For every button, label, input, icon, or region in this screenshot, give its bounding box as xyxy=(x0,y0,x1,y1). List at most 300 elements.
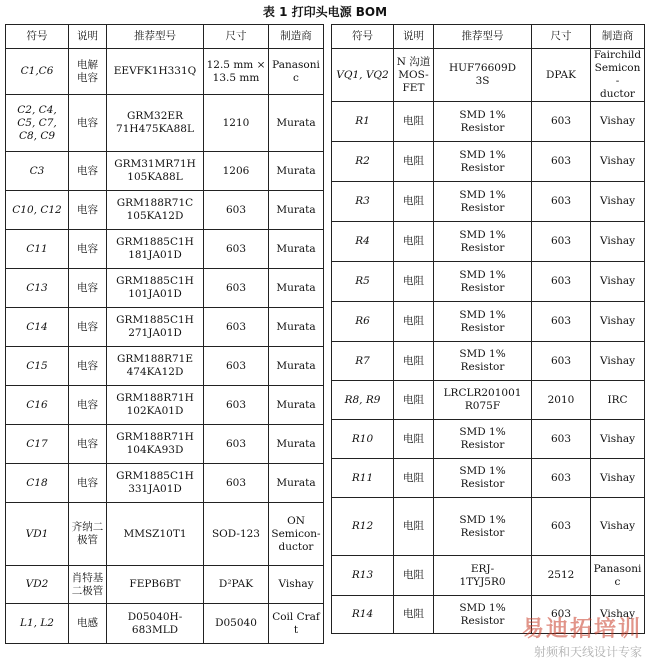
cell-line: Panasonic xyxy=(593,562,642,588)
cell-line: Fairchild xyxy=(593,49,642,61)
ref-cell xyxy=(6,464,69,503)
cell-line: 3S xyxy=(475,75,490,87)
cell-line: 474KA12D xyxy=(126,366,184,378)
cell-line: 电容 xyxy=(77,398,98,411)
cell-line: GRM1885C1H xyxy=(116,314,194,326)
cell-line: 105KA88L xyxy=(127,171,183,183)
cell-line: R8, R9 xyxy=(344,393,381,406)
size-cell xyxy=(204,191,269,230)
cell-line: 603 xyxy=(550,275,572,287)
part-number-cell xyxy=(434,556,532,596)
cell-line: 电容 xyxy=(77,203,98,216)
cell-line: 603 xyxy=(550,115,572,127)
cell-line: Resistor xyxy=(460,361,505,373)
size-cell xyxy=(204,566,269,604)
size-cell xyxy=(204,464,269,503)
cell-line: R14 xyxy=(351,608,374,620)
cell-line: C3 xyxy=(29,164,45,177)
ref-cell xyxy=(6,503,69,566)
cell-line: 电感 xyxy=(77,617,98,629)
table-row xyxy=(6,503,324,566)
col-header-description: 说明 xyxy=(69,25,107,49)
cell-line: 齐纳二 xyxy=(71,521,104,533)
part-number-cell xyxy=(434,142,532,182)
cell-line: Murata xyxy=(276,281,316,294)
ref-cell xyxy=(332,102,394,142)
cell-line: C17 xyxy=(26,437,48,450)
table-row xyxy=(6,308,324,347)
ref-cell xyxy=(6,308,69,347)
desc-cell xyxy=(394,182,434,222)
cell-line: 电解 xyxy=(77,58,98,71)
ref-cell xyxy=(332,262,394,302)
table-row xyxy=(6,49,324,95)
table-row xyxy=(332,262,645,302)
manufacturer-cell xyxy=(591,262,645,302)
cell-line: SOD-123 xyxy=(211,527,260,540)
size-cell xyxy=(204,95,269,152)
cell-line: 电阻 xyxy=(403,608,424,620)
ref-cell xyxy=(332,222,394,262)
cell-line: Vishay xyxy=(599,155,636,167)
desc-cell xyxy=(69,347,107,386)
cell-line: 极管 xyxy=(77,534,98,546)
part-number-cell xyxy=(107,191,204,230)
manufacturer-cell xyxy=(269,425,324,464)
size-cell xyxy=(532,182,591,222)
cell-line: R13 xyxy=(351,569,374,581)
desc-cell xyxy=(69,95,107,152)
cell-line: SMD 1% xyxy=(459,188,506,201)
cell-line: Vishay xyxy=(599,432,636,445)
cell-line: Coil Craft xyxy=(272,610,320,636)
cell-line: FET xyxy=(402,81,425,94)
cell-line: C15 xyxy=(26,359,48,372)
cell-line: R2 xyxy=(355,155,370,167)
cell-line: Vishay xyxy=(599,608,636,620)
size-cell xyxy=(532,342,591,381)
desc-cell xyxy=(394,596,434,634)
cell-line: R4 xyxy=(355,235,370,247)
cell-line: 603 xyxy=(225,242,247,255)
cell-line: Resistor xyxy=(460,526,505,539)
part-number-cell xyxy=(107,49,204,95)
cell-line: R11 xyxy=(351,471,374,484)
table-row xyxy=(332,142,645,182)
cell-line: Vishay xyxy=(599,115,636,127)
part-number-cell xyxy=(107,308,204,347)
size-cell xyxy=(532,420,591,459)
table-row xyxy=(332,381,645,420)
cell-line: Resistor xyxy=(460,121,505,134)
cell-line: Vishay xyxy=(599,354,636,367)
cell-line: Vishay xyxy=(599,315,636,327)
cell-line: Murata xyxy=(276,116,316,129)
part-number-cell xyxy=(434,222,532,262)
table-row xyxy=(332,420,645,459)
cell-line: N 沟道 xyxy=(396,55,431,68)
cell-line: Vishay xyxy=(599,195,636,207)
manufacturer-cell xyxy=(591,459,645,498)
cell-line: SMD 1% xyxy=(459,228,506,241)
col-header-symbol: 符号 xyxy=(332,25,394,49)
cell-line: 电阻 xyxy=(403,354,424,367)
cell-line: 603 xyxy=(550,235,572,247)
cell-line: Murata xyxy=(276,437,316,450)
cell-line: 2512 xyxy=(547,569,575,581)
cell-line: 电阻 xyxy=(403,432,424,445)
cell-line: 电阻 xyxy=(403,235,424,247)
cell-line: C5, C7, xyxy=(17,116,57,129)
cell-line: C2, C4, xyxy=(17,103,57,116)
cell-line: Murata xyxy=(276,398,316,411)
desc-cell xyxy=(394,102,434,142)
ref-cell xyxy=(332,381,394,420)
part-number-cell xyxy=(107,566,204,604)
cell-line: C14 xyxy=(26,320,48,333)
cell-line: Vishay xyxy=(599,520,636,532)
cell-line: Resistor xyxy=(460,478,505,490)
cell-line: 603 xyxy=(225,281,247,294)
table-row xyxy=(332,102,645,142)
part-number-cell xyxy=(107,95,204,152)
desc-cell xyxy=(394,381,434,420)
cell-line: SMD 1% xyxy=(459,465,506,477)
size-cell xyxy=(532,49,591,102)
part-number-cell xyxy=(107,230,204,269)
manufacturer-cell xyxy=(269,269,324,308)
size-cell xyxy=(204,386,269,425)
cell-line: 电容 xyxy=(77,164,98,177)
part-number-cell xyxy=(107,425,204,464)
cell-line: IRC xyxy=(607,393,628,406)
desc-cell xyxy=(394,49,434,102)
cell-line: C10, C12 xyxy=(12,203,62,216)
desc-cell xyxy=(394,556,434,596)
cell-line: 102KA01D xyxy=(126,405,184,417)
cell-line: 二极管 xyxy=(71,584,104,597)
cell-line: 1210 xyxy=(222,116,250,129)
ref-cell xyxy=(332,596,394,634)
desc-cell xyxy=(69,425,107,464)
cell-line: GRM188R71H xyxy=(116,392,194,404)
cell-line: Resistor xyxy=(460,281,505,294)
cell-line: 电容 xyxy=(77,359,98,372)
cell-line: 101JA01D xyxy=(128,288,182,300)
cell-line: R075F xyxy=(464,400,501,412)
cell-line: 电容 xyxy=(77,281,98,294)
col-header-size: 尺寸 xyxy=(204,25,269,49)
desc-cell xyxy=(69,503,107,566)
desc-cell xyxy=(394,142,434,182)
table-row xyxy=(332,302,645,342)
table-body xyxy=(6,49,324,644)
ref-cell xyxy=(332,498,394,556)
cell-line: SMD 1% xyxy=(459,108,506,121)
table-row xyxy=(6,230,324,269)
manufacturer-cell xyxy=(591,102,645,142)
col-header-part-number: 推荐型号 xyxy=(107,25,204,49)
desc-cell xyxy=(69,566,107,604)
size-cell xyxy=(532,222,591,262)
ref-cell xyxy=(6,49,69,95)
col-header-manufacturer: 制造商 xyxy=(591,25,645,49)
cell-line: Murata xyxy=(276,242,316,255)
cell-line: 331JA01D xyxy=(128,483,182,495)
ref-cell xyxy=(6,347,69,386)
ref-cell xyxy=(6,230,69,269)
manufacturer-cell xyxy=(591,556,645,596)
cell-line: 肖特基 xyxy=(71,571,104,584)
cell-line: 271JA01D xyxy=(128,327,182,339)
cell-line: D05040H- xyxy=(127,610,183,623)
cell-line: 603 xyxy=(225,359,247,372)
size-cell xyxy=(532,262,591,302)
manufacturer-cell xyxy=(591,142,645,182)
cell-line: VD1 xyxy=(25,527,49,540)
cell-line: GRM188R71H xyxy=(116,431,194,443)
cell-line: DPAK xyxy=(546,68,576,81)
cell-line: SMD 1% xyxy=(459,148,506,161)
cell-line: Resistor xyxy=(460,161,505,174)
cell-line: 603 xyxy=(550,315,572,327)
cell-line: GRM31MR71H xyxy=(114,158,196,170)
cell-line: C8, C9 xyxy=(18,129,56,142)
size-cell xyxy=(204,604,269,644)
ref-cell xyxy=(332,182,394,222)
ref-cell xyxy=(6,566,69,604)
ref-cell xyxy=(332,342,394,381)
cell-line: 603 xyxy=(550,471,572,484)
cell-line: C18 xyxy=(26,476,48,489)
col-header-size: 尺寸 xyxy=(532,25,591,49)
cell-line: 603 xyxy=(225,203,247,216)
desc-cell xyxy=(394,459,434,498)
desc-cell xyxy=(394,498,434,556)
cell-line: Vishay xyxy=(278,578,314,590)
desc-cell xyxy=(69,464,107,503)
ref-cell xyxy=(332,302,394,342)
ref-cell xyxy=(6,95,69,152)
cell-line: Vishay xyxy=(599,471,636,484)
size-cell xyxy=(204,347,269,386)
part-number-cell xyxy=(107,386,204,425)
manufacturer-cell xyxy=(269,230,324,269)
cell-line: GRM188R71C xyxy=(116,197,194,209)
cell-line: C16 xyxy=(26,398,48,411)
cell-line: C13 xyxy=(26,281,48,294)
cell-line: 电阻 xyxy=(403,393,424,406)
ref-cell xyxy=(6,269,69,308)
cell-line: Vishay xyxy=(599,275,636,287)
part-number-cell xyxy=(434,459,532,498)
cell-line: 电容 xyxy=(77,476,98,489)
size-cell xyxy=(532,381,591,420)
table-row xyxy=(6,425,324,464)
cell-line: Panasonic xyxy=(272,58,320,84)
part-number-cell xyxy=(434,262,532,302)
cell-line: L1, L2 xyxy=(20,617,54,629)
cell-line: SMD 1% xyxy=(459,513,506,526)
part-number-cell xyxy=(107,269,204,308)
cell-line: SMD 1% xyxy=(459,268,506,281)
cell-line: 181JA01D xyxy=(128,249,182,261)
part-number-cell xyxy=(434,102,532,142)
manufacturer-cell xyxy=(591,302,645,342)
part-number-cell xyxy=(434,498,532,556)
cell-line: 电容 xyxy=(77,320,98,333)
cell-line: 683MLD xyxy=(131,623,179,636)
cell-line: SMD 1% xyxy=(459,348,506,360)
part-number-cell xyxy=(434,302,532,342)
part-number-cell xyxy=(107,152,204,191)
cell-line: HUF76609D xyxy=(448,62,517,74)
cell-line: ON xyxy=(287,514,305,527)
cell-line: GRM1885C1H xyxy=(116,275,194,287)
ref-cell xyxy=(6,425,69,464)
part-number-cell xyxy=(434,49,532,102)
cell-line: 603 xyxy=(550,354,572,367)
cell-line: 2010 xyxy=(547,393,575,406)
header-row xyxy=(6,25,324,49)
cell-line: R12 xyxy=(351,520,374,532)
part-number-cell xyxy=(434,342,532,381)
cell-line: SMD 1% xyxy=(459,426,506,438)
cell-line: ductor xyxy=(278,540,314,553)
cell-line: R7 xyxy=(355,354,370,367)
desc-cell xyxy=(394,222,434,262)
cell-line: MOS- xyxy=(398,68,429,81)
col-header-manufacturer: 制造商 xyxy=(269,25,324,49)
desc-cell xyxy=(69,230,107,269)
cell-line: 电容 xyxy=(77,437,98,450)
size-cell xyxy=(204,152,269,191)
cell-line: Resistor xyxy=(460,201,505,214)
size-cell xyxy=(532,459,591,498)
part-number-cell xyxy=(107,503,204,566)
col-header-symbol: 符号 xyxy=(6,25,69,49)
size-cell xyxy=(204,49,269,95)
col-header-part-number: 推荐型号 xyxy=(434,25,532,49)
desc-cell xyxy=(69,49,107,95)
cell-line: C11 xyxy=(26,242,48,255)
manufacturer-cell xyxy=(269,464,324,503)
table-row xyxy=(332,498,645,556)
manufacturer-cell xyxy=(591,182,645,222)
cell-line: 603 xyxy=(550,608,572,620)
size-cell xyxy=(204,503,269,566)
cell-line: Murata xyxy=(276,203,316,216)
cell-line: Resistor xyxy=(460,241,505,254)
table-row xyxy=(332,182,645,222)
cell-line: D²PAK xyxy=(218,578,254,590)
ref-cell xyxy=(6,604,69,644)
cell-line: Murata xyxy=(276,476,316,489)
cell-line: GRM1885C1H xyxy=(116,470,194,482)
table-row xyxy=(6,386,324,425)
desc-cell xyxy=(69,386,107,425)
manufacturer-cell xyxy=(269,503,324,566)
cell-line: 603 xyxy=(550,432,572,445)
table-title: 表 1 打印头电源 BOM xyxy=(262,5,388,19)
cell-line: 1TYJ5R0 xyxy=(459,575,506,588)
manufacturer-cell xyxy=(591,420,645,459)
cell-line: Semicon- xyxy=(594,62,641,87)
cell-line: 603 xyxy=(550,520,572,532)
part-number-cell xyxy=(434,596,532,634)
table-body xyxy=(332,49,645,634)
cell-line: 71H475KA88L xyxy=(116,123,194,135)
ref-cell xyxy=(6,152,69,191)
bom-table-right xyxy=(331,24,645,634)
manufacturer-cell xyxy=(269,386,324,425)
cell-line: 电容 xyxy=(77,116,98,129)
cell-line: Resistor xyxy=(460,321,505,334)
cell-line: GRM32ER xyxy=(127,110,183,122)
manufacturer-cell xyxy=(269,152,324,191)
cell-line: VQ1, VQ2 xyxy=(336,68,389,81)
table-row xyxy=(332,49,645,102)
size-cell xyxy=(532,498,591,556)
manufacturer-cell xyxy=(591,222,645,262)
desc-cell xyxy=(69,604,107,644)
cell-line: 电阻 xyxy=(403,315,424,327)
cell-line: ductor xyxy=(600,88,635,100)
part-number-cell xyxy=(107,464,204,503)
desc-cell xyxy=(394,302,434,342)
size-cell xyxy=(204,308,269,347)
cell-line: 13.5 mm xyxy=(212,71,260,84)
size-cell xyxy=(532,102,591,142)
ref-cell xyxy=(332,49,394,102)
part-number-cell xyxy=(107,347,204,386)
cell-line: R5 xyxy=(355,275,370,287)
table-row xyxy=(6,347,324,386)
desc-cell xyxy=(69,191,107,230)
table-row xyxy=(332,556,645,596)
watermark-logo-text: 易迪拓培训 xyxy=(521,617,642,642)
cell-line: Murata xyxy=(276,320,316,333)
cell-line: 1206 xyxy=(222,164,250,177)
cell-line: 603 xyxy=(225,476,247,489)
cell-line: 105KA12D xyxy=(126,210,184,222)
cell-line: Murata xyxy=(276,164,316,177)
desc-cell xyxy=(69,269,107,308)
size-cell xyxy=(532,142,591,182)
cell-line: EEVFK1H331Q xyxy=(113,65,197,77)
ref-cell xyxy=(6,386,69,425)
size-cell xyxy=(204,425,269,464)
table-row xyxy=(332,459,645,498)
cell-line: 电阻 xyxy=(403,569,424,581)
col-header-description: 说明 xyxy=(394,25,434,49)
size-cell xyxy=(204,230,269,269)
table-row xyxy=(332,222,645,262)
manufacturer-cell xyxy=(269,191,324,230)
cell-line: SMD 1% xyxy=(459,601,506,614)
cell-line: Murata xyxy=(276,359,316,372)
cell-line: 603 xyxy=(225,437,247,450)
cell-line: 电阻 xyxy=(403,195,424,207)
manufacturer-cell xyxy=(269,604,324,644)
cell-line: Resistor xyxy=(460,439,505,451)
ref-cell xyxy=(332,420,394,459)
cell-line: 电容 xyxy=(77,242,98,255)
desc-cell xyxy=(394,342,434,381)
manufacturer-cell xyxy=(269,347,324,386)
part-number-cell xyxy=(434,420,532,459)
cell-line: 12.5 mm × xyxy=(206,58,266,71)
